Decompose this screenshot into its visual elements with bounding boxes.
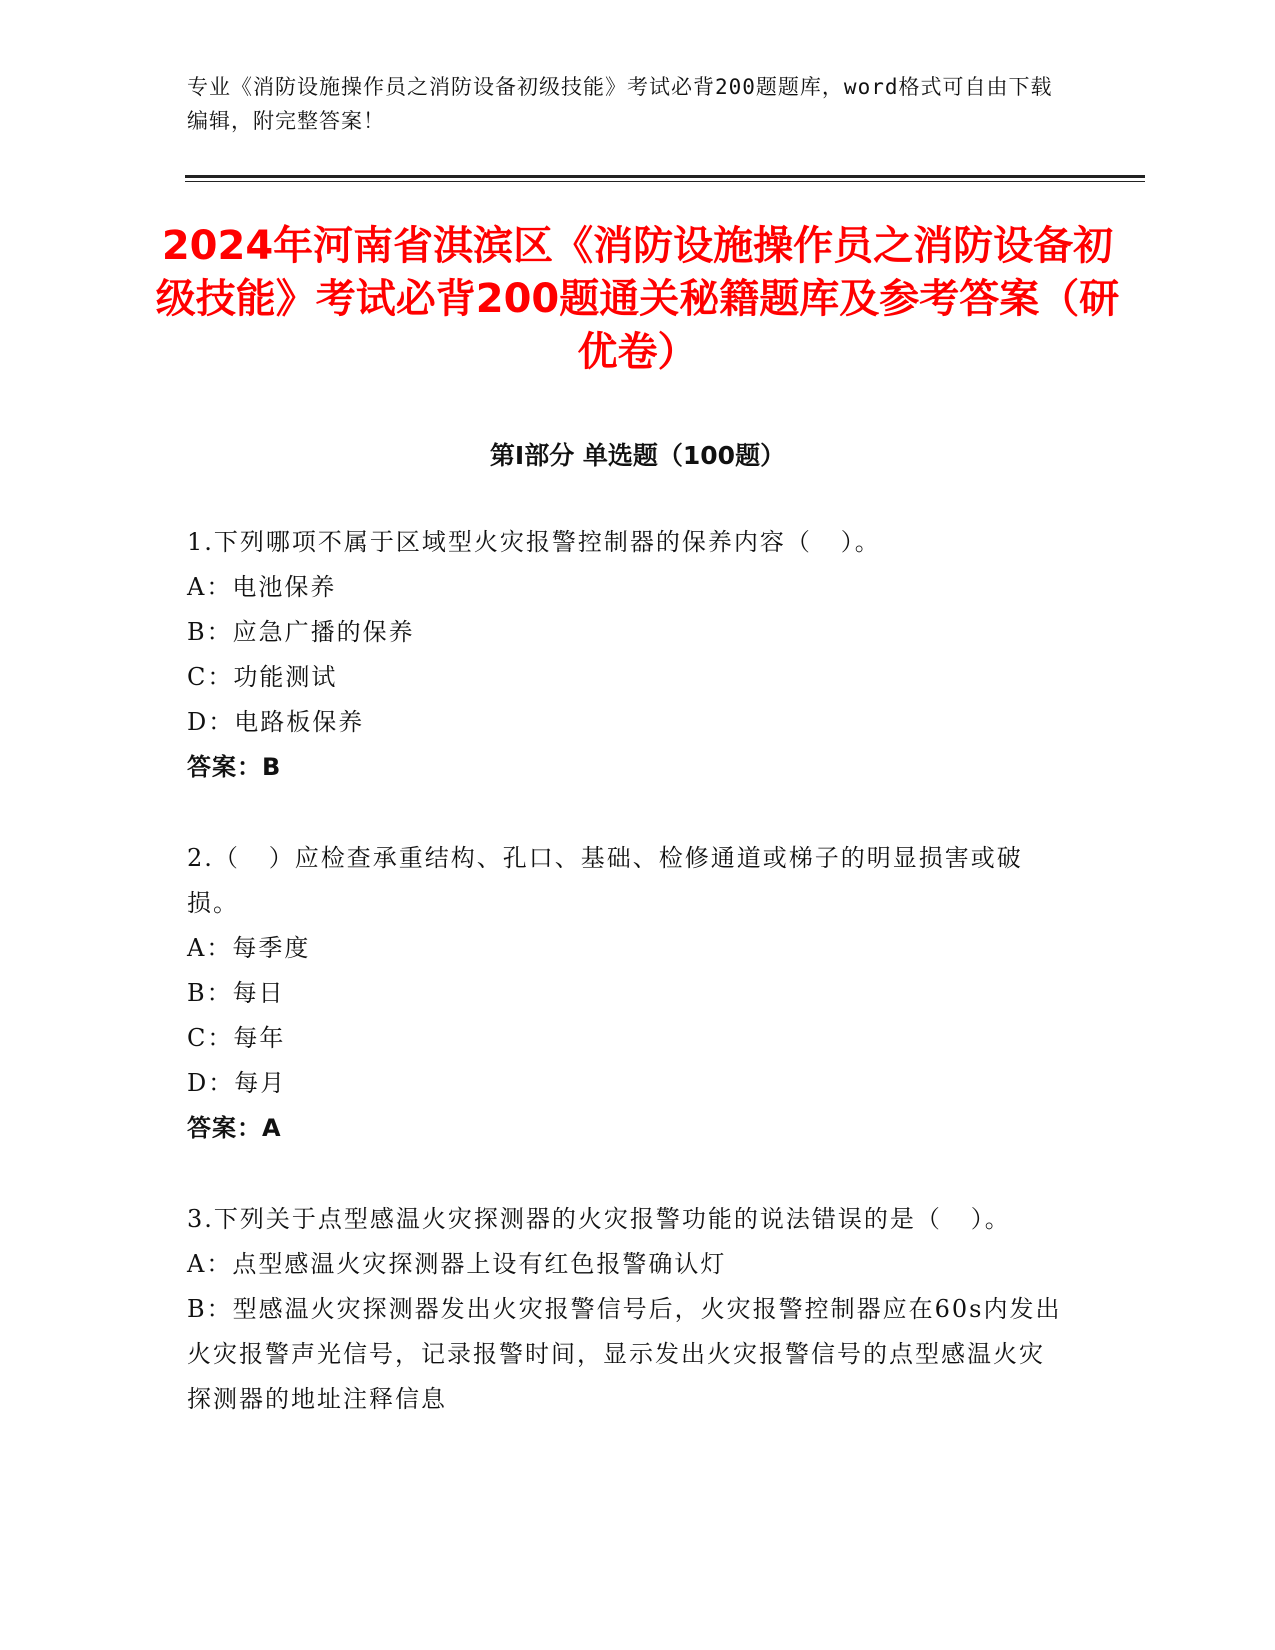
option-a: A：每季度 (187, 934, 311, 962)
header-rule-thin (185, 181, 1145, 182)
question-2 (187, 836, 1067, 1151)
question-1 (187, 520, 1067, 790)
section-title: 第I部分 单选题（100题） (489, 441, 786, 470)
question-stem: 2.（ ）应检查承重结构、孔口、基础、检修通道或梯子的明显损害或破损。 (187, 844, 1023, 917)
option-b: B：型感温火灾探测器发出火灾报警信号后，火灾报警控制器应在60s内发出火灾报警声光信号，记录报警时间，显示发出火灾报警信号的点型感温火灾探测器的地址注释信息 (187, 1295, 1062, 1413)
option-a: A：电池保养 (187, 573, 337, 601)
header-rule-thick (185, 175, 1145, 178)
option-c: C：功能测试 (187, 663, 338, 691)
option-d: D：每月 (187, 1069, 287, 1097)
header-note: 专业《消防设施操作员之消防设备初级技能》考试必背200题题库，word格式可自由下载编辑，附完整答案！ (187, 75, 1053, 133)
question-list (187, 520, 1067, 1468)
option-a: A：点型感温火灾探测器上设有红色报警确认灯 (187, 1250, 727, 1278)
option-d: D：电路板保养 (187, 708, 365, 736)
document-title: 2024年河南省淇滨区《消防设施操作员之消防设备初级技能》考试必背200题通关秘籍题库及参考答案（研优卷） (155, 223, 1120, 375)
question-stem: 1.下列哪项不属于区域型火灾报警控制器的保养内容（ ）。 (187, 528, 881, 556)
answer: 答案：A (187, 1114, 282, 1142)
option-b: B：应急广播的保养 (187, 618, 415, 646)
answer: 答案：B (187, 753, 282, 781)
option-c: C：每年 (187, 1024, 286, 1052)
option-b: B：每日 (187, 979, 285, 1007)
question-stem: 3.下列关于点型感温火灾探测器的火灾报警功能的说法错误的是（ ）。 (187, 1205, 1011, 1233)
question-3 (187, 1197, 1067, 1422)
